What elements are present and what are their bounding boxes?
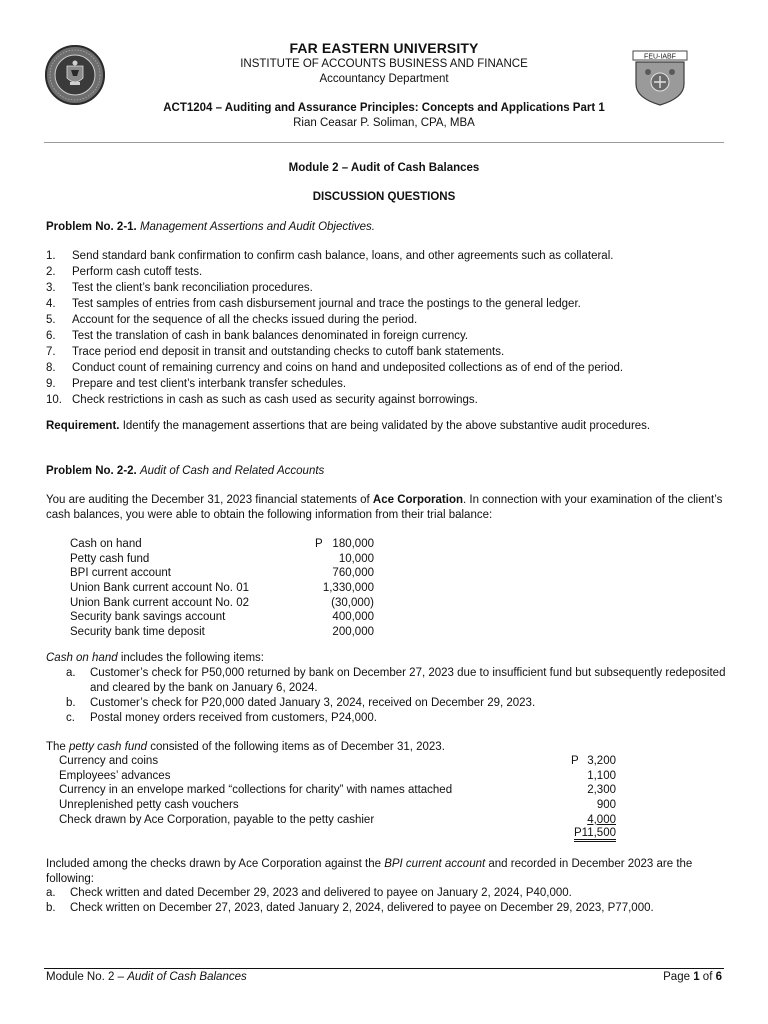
list-item [46, 376, 726, 392]
list-text: Account for the sequence of all the checks issued during the period. [72, 314, 418, 326]
list-item [66, 696, 726, 711]
bpi-items [46, 886, 726, 916]
list-item [66, 666, 726, 696]
petty-item-amount: 2,300 [587, 784, 616, 797]
account-amount: (30,000) [331, 596, 374, 609]
department-name: Accountancy Department [319, 73, 449, 85]
cash-on-hand-items [66, 666, 726, 726]
petty-cash-table [59, 754, 616, 842]
list-number: 3. [46, 282, 56, 294]
list-number: 9. [46, 378, 56, 390]
petty-item-amount: 900 [596, 799, 616, 812]
requirement-label: Requirement. [46, 420, 120, 432]
table-row [70, 610, 374, 625]
list-item [46, 328, 726, 344]
list-text: Customer’s check for P50,000 returned by bank on December 27, 2023 due to insufficient fund but subsequently redeposited and cleared by the bank on January 6, 2024. [90, 667, 726, 694]
table-row [70, 552, 374, 567]
list-text: Test samples of entries from cash disbursement journal and trace the postings to the general ledger. [72, 298, 581, 310]
list-marker: c. [66, 712, 75, 724]
list-number: 7. [46, 346, 56, 358]
list-marker: b. [46, 902, 56, 914]
requirement [46, 419, 726, 434]
list-text: Customer’s check for P20,000 dated January 3, 2024, received on December 29, 2023. [90, 697, 536, 709]
bpi-term: BPI current account [384, 858, 486, 870]
account-amount: 400,000 [332, 611, 374, 624]
list-marker: b. [66, 697, 76, 709]
list-item [46, 392, 726, 408]
table-row [59, 813, 616, 828]
problem-label: Problem No. 2-1. [46, 221, 137, 233]
page-label: of [699, 971, 716, 983]
petty-total: P11,500 [574, 827, 616, 842]
account-name: Cash on hand [70, 538, 142, 550]
cash-on-hand-intro [46, 651, 726, 666]
list-item [46, 344, 726, 360]
account-name: Security bank savings account [70, 611, 226, 624]
cash-on-hand-term: Cash on hand [46, 652, 118, 664]
table-row [70, 625, 374, 640]
list-text: Test the translation of cash in bank balances denominated in foreign currency. [72, 330, 469, 342]
intro-text: . In connection with your examination of the client’s cash balances, you were able to obtain the following information from their trial balance: [46, 494, 723, 521]
list-number: 6. [46, 330, 56, 342]
requirement-text: Identify the management assertions that are being validated by the above substantive audit procedures. [122, 420, 651, 432]
course-title: ACT1204 – Auditing and Assurance Principles: Concepts and Applications Part 1 [163, 102, 605, 114]
procedure-list [46, 248, 726, 408]
list-text: Prepare and test client’s interbank transfer schedules. [72, 378, 347, 390]
list-item [46, 360, 726, 376]
list-number: 5. [46, 314, 56, 326]
page-number: 1 [693, 971, 700, 983]
instructor-name: Rian Ceasar P. Soliman, CPA, MBA [293, 117, 475, 129]
account-amount: 1,330,000 [322, 582, 374, 595]
shield-label: FEU-IABF [644, 53, 676, 61]
petty-cash-intro [46, 740, 726, 755]
list-marker: a. [46, 887, 56, 899]
table-row [70, 566, 374, 581]
account-name: Union Bank current account No. 02 [70, 596, 249, 609]
list-text: Trace period end deposit in transit and outstanding checks to cutoff bank statements. [72, 346, 505, 358]
list-text: Test the client’s bank reconciliation procedures. [72, 282, 313, 294]
table-row [59, 783, 616, 798]
account-amount: 760,000 [332, 567, 374, 580]
trial-balance-table [70, 537, 374, 640]
intro-text: You are auditing the December 31, 2023 financial statements of [46, 494, 373, 506]
list-item [66, 711, 726, 726]
table-row [59, 798, 616, 813]
module-title: Module 2 – Audit of Cash Balances [288, 162, 480, 174]
institute-name: INSTITUTE OF ACCOUNTS BUSINESS AND FINANCE [240, 58, 528, 70]
problem-label: Problem No. 2-2. [46, 465, 137, 477]
list-text: Check written on December 27, 2023, dated January 2, 2024, delivered to payee on December 29, 2023, P77,000. [70, 902, 654, 914]
list-item [46, 901, 726, 916]
table-row-total [59, 827, 616, 842]
list-item [46, 264, 726, 280]
problem-title: Management Assertions and Audit Objectives. [139, 221, 375, 233]
problem-2-2-heading [46, 464, 726, 479]
list-text: Postal money orders received from customers, P24,000. [90, 712, 377, 724]
bpi-text: and recorded in December 2023 are the following: [46, 858, 693, 885]
cash-on-hand-text: includes the following items: [117, 652, 265, 664]
table-row [70, 596, 374, 611]
petty-item-name: Unreplenished petty cash vouchers [59, 799, 239, 812]
list-text: Conduct count of remaining currency and coins on hand and undeposited collections as of end of the period. [72, 362, 624, 374]
petty-text: consisted of the following items as of December 31, 2023. [147, 741, 445, 753]
account-amount: 180,000 [332, 538, 374, 550]
list-text: Check written and dated December 29, 2023 and delivered to payee on January 2, 2024, P40,000. [70, 887, 572, 899]
list-text: Check restrictions in cash as such as cash used as security against borrowings. [72, 394, 478, 406]
account-amount: 200,000 [332, 626, 374, 639]
petty-item-name: Currency and coins [59, 755, 159, 767]
petty-item-name: Currency in an envelope marked “collections for charity” with names attached [59, 784, 453, 797]
list-number: 1. [46, 250, 56, 262]
problem-title: Audit of Cash and Related Accounts [139, 465, 325, 477]
petty-item-amount: 3,200 [587, 755, 616, 767]
university-name: FAR EASTERN UNIVERSITY [289, 40, 479, 56]
company-name: Ace Corporation [372, 494, 463, 506]
list-text: Perform cash cutoff tests. [72, 266, 203, 278]
list-number: 10. [46, 394, 62, 406]
list-number: 2. [46, 266, 56, 278]
problem-2-2-intro [46, 493, 726, 523]
petty-item-amount: 1,100 [587, 769, 616, 782]
bpi-text: Included among the checks drawn by Ace Corporation against the [46, 858, 385, 870]
account-name: Petty cash fund [70, 552, 150, 565]
table-row [59, 754, 616, 769]
list-marker: a. [66, 667, 76, 679]
currency-symbol: P [315, 538, 323, 550]
list-item [46, 312, 726, 328]
list-number: 4. [46, 298, 56, 310]
list-item [46, 296, 726, 312]
section-title: DISCUSSION QUESTIONS [312, 191, 456, 203]
footer-module-name: Audit of Cash Balances [127, 971, 247, 983]
table-row [70, 581, 374, 596]
petty-item-amount: 4,000 [587, 813, 616, 826]
table-row [59, 769, 616, 784]
currency-symbol: P [571, 755, 579, 767]
account-amount: 10,000 [338, 552, 374, 565]
page-label: Page [663, 971, 694, 983]
list-item [46, 886, 726, 901]
account-name: Security bank time deposit [70, 626, 205, 639]
bpi-intro [46, 857, 726, 887]
list-item [46, 280, 726, 296]
account-name: Union Bank current account No. 01 [70, 582, 249, 595]
petty-text: The [46, 741, 70, 753]
problem-2-1-heading [46, 220, 726, 235]
header-divider [44, 142, 724, 143]
list-text: Send standard bank confirmation to confirm cash balance, loans, and other agreements such as collateral. [72, 250, 614, 262]
page-total: 6 [715, 971, 722, 983]
footer-module [46, 971, 247, 983]
page-indicator [663, 971, 722, 983]
table-row [70, 537, 374, 552]
footer-divider [44, 968, 724, 969]
list-item [46, 248, 726, 264]
account-name: BPI current account [70, 567, 171, 580]
petty-cash-term: petty cash fund [69, 741, 148, 753]
petty-item-name: Check drawn by Ace Corporation, payable to the petty cashier [59, 813, 375, 826]
list-number: 8. [46, 362, 56, 374]
footer-module-label: Module No. 2 – [46, 971, 128, 983]
petty-item-name: Employees’ advances [59, 769, 171, 782]
